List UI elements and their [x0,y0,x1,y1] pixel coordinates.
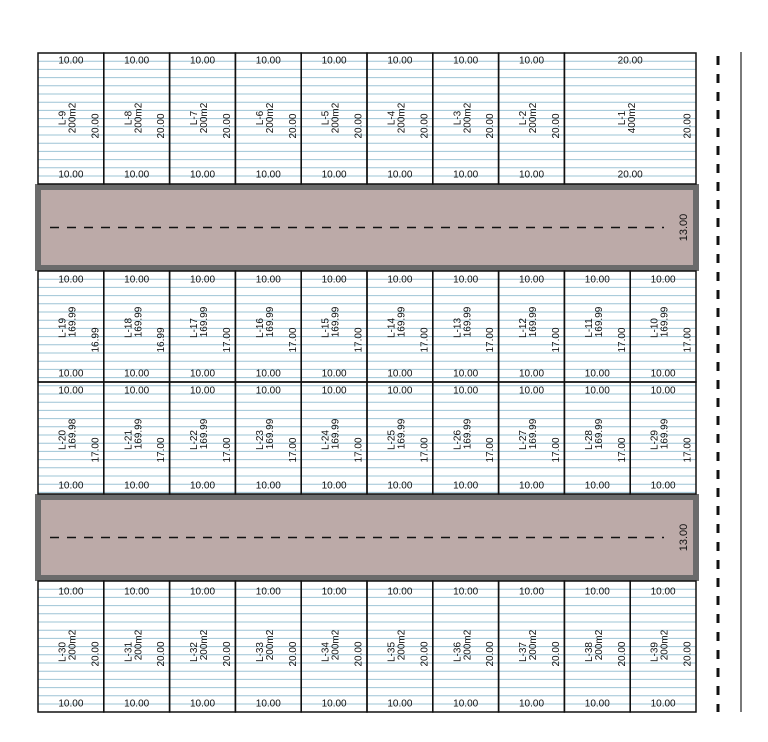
lot-depth: 20.00 [353,113,365,139]
lot-area: 400m2 [626,102,638,134]
frontage-label: 10.00 [189,385,216,397]
frontage-label: 10.00 [387,698,413,710]
lot-depth: 20.00 [353,641,365,667]
frontage-label: 10.00 [650,698,676,710]
lot-id: L-31 [123,641,135,663]
lot-depth: 17.00 [90,437,102,463]
frontage-label: 10.00 [255,368,281,380]
lot-depth: 20.00 [551,641,563,667]
frontage-label: 10.00 [255,169,281,181]
frontage-label: 10.00 [453,480,479,492]
frontage-label: 10.00 [255,480,281,492]
lot-depth: 20.00 [616,641,628,667]
lot-area: 200m2 [330,102,342,134]
lot-area: 200m2 [199,102,211,134]
lot-depth: 17.00 [353,327,365,353]
lot-id: L-12 [518,317,530,339]
frontage-label: 10.00 [650,480,676,492]
lot-id: L-2 [518,110,530,126]
lot-id: L-9 [57,110,69,126]
frontage-label: 10.00 [518,698,545,710]
frontage-label: 10.00 [58,274,84,286]
frontage-label: 10.00 [58,368,84,380]
lot-id: L-20 [57,429,69,451]
lot-area: 169.99 [462,418,474,450]
frontage-label: 10.00 [321,274,347,286]
lot-area: 169.99 [593,306,605,338]
lot-area: 169.99 [199,306,211,338]
frontage-label: 10.00 [124,274,150,286]
lot-depth: 20.00 [287,641,299,667]
lot-depth: 20.00 [485,113,497,139]
lot-id: L-16 [254,317,266,339]
lot-area: 169.98 [67,418,79,450]
lot-depth: 20.00 [419,641,431,667]
lot-area: 200m2 [528,102,540,134]
lot-depth: 20.00 [156,113,168,139]
lot-area: 169.99 [528,418,540,450]
lot-id: L-32 [189,641,201,663]
frontage-label: 10.00 [58,698,84,710]
frontage-label: 10.00 [58,480,84,492]
lot-depth: 17.00 [419,437,431,463]
frontage-label: 10.00 [189,480,216,492]
lot-id: L-6 [254,110,266,126]
lot-id: L-25 [386,429,398,451]
lot-id: L-18 [123,317,135,339]
frontage-label: 10.00 [387,368,413,380]
lot-depth: 17.00 [551,437,563,463]
frontage-label: 10.00 [518,385,545,397]
frontage-label: 10.00 [387,586,413,598]
frontage-label: 10.00 [58,385,84,397]
frontage-label: 10.00 [321,55,347,67]
lot-area: 200m2 [528,629,540,661]
lot-area: 169.99 [330,418,342,450]
lot-id: L-37 [518,641,530,663]
lot-area: 200m2 [264,102,276,134]
lot-depth: 17.00 [485,327,497,353]
lot-depth: 20.00 [90,113,102,139]
road-width-label: 13.00 [677,213,690,242]
lot-depth: 20.00 [682,641,694,667]
lot-depth: 17.00 [616,327,628,353]
frontage-label: 10.00 [58,586,84,598]
frontage-label: 20.00 [617,55,643,67]
frontage-label: 10.00 [518,368,545,380]
frontage-label: 10.00 [124,480,150,492]
frontage-label: 10.00 [255,586,281,598]
frontage-label: 10.00 [584,274,610,286]
lot-id: L-14 [386,317,398,339]
frontage-label: 10.00 [387,169,413,181]
frontage-label: 10.00 [321,368,347,380]
frontage-label: 10.00 [453,698,479,710]
frontage-label: 10.00 [453,385,479,397]
lot-id: L-35 [386,641,398,663]
frontage-label: 10.00 [189,368,216,380]
frontage-label: 10.00 [189,586,216,598]
frontage-label: 10.00 [518,480,545,492]
frontage-label: 10.00 [58,55,84,67]
boundary-layer [718,52,741,712]
lot-depth: 17.00 [682,437,694,463]
lot-depth: 20.00 [222,113,234,139]
lot-depth: 20.00 [419,113,431,139]
lot-area: 200m2 [199,629,211,661]
lot-id: L-13 [452,317,464,339]
frontage-label: 10.00 [124,385,150,397]
lot-area: 200m2 [396,102,408,134]
lot-area: 169.99 [462,306,474,338]
lot-id: L-1 [616,110,628,126]
lot-area: 169.99 [330,306,342,338]
lot-depth: 17.00 [682,327,694,353]
lot-depth: 16.99 [90,327,102,353]
lot-id: L-29 [649,429,661,451]
frontage-label: 10.00 [124,368,150,380]
lot-id: L-8 [123,110,135,126]
lot-depth: 17.00 [156,437,168,463]
lot-id: L-36 [452,641,464,663]
lot-id: L-28 [583,429,595,451]
lot-area: 200m2 [462,102,474,134]
lot-id: L-24 [320,429,332,451]
frontage-label: 10.00 [518,55,545,67]
frontage-label: 10.00 [518,169,545,181]
frontage-label: 10.00 [453,55,479,67]
lot-area: 200m2 [67,102,79,134]
frontage-label: 10.00 [650,586,676,598]
lot-area: 169.99 [199,418,211,450]
lot-area: 200m2 [330,629,342,661]
lot-area: 169.99 [659,306,671,338]
frontage-label: 10.00 [650,368,676,380]
lot-id: L-4 [386,110,398,126]
lot-depth: 20.00 [222,641,234,667]
frontage-label: 10.00 [453,586,479,598]
lot-depth: 20.00 [156,641,168,667]
lot-area: 169.99 [593,418,605,450]
lot-depth: 17.00 [551,327,563,353]
frontage-label: 10.00 [453,368,479,380]
lot-depth: 17.00 [485,437,497,463]
frontage-label: 10.00 [650,274,676,286]
lot-id: L-38 [583,641,595,663]
lot-id: L-27 [518,429,530,451]
frontage-label: 10.00 [584,385,610,397]
frontage-label: 10.00 [189,169,216,181]
lot-area: 169.99 [264,418,276,450]
lot-id: L-7 [189,110,201,126]
frontage-label: 10.00 [189,55,216,67]
lot-id: L-17 [189,317,201,339]
frontage-label: 10.00 [453,169,479,181]
lot-depth: 17.00 [419,327,431,353]
lot-area: 200m2 [133,629,145,661]
frontage-label: 10.00 [321,698,347,710]
lot-depth: 20.00 [287,113,299,139]
lot-id: L-33 [254,641,266,663]
frontage-label: 10.00 [255,698,281,710]
lot-id: L-10 [649,317,661,339]
frontage-label: 20.00 [617,169,643,181]
lot-depth: 17.00 [287,437,299,463]
frontage-label: 10.00 [584,480,610,492]
frontage-label: 10.00 [584,368,610,380]
frontage-label: 10.00 [189,698,216,710]
frontage-label: 10.00 [650,385,676,397]
lot-area: 169.99 [396,306,408,338]
lot-area: 200m2 [593,629,605,661]
frontage-label: 10.00 [124,698,150,710]
road-width-label: 13.00 [677,523,690,552]
lot-area: 169.99 [133,418,145,450]
lot-depth: 17.00 [222,327,234,353]
frontage-label: 10.00 [255,274,281,286]
lot-area: 169.99 [528,306,540,338]
frontage-label: 10.00 [321,586,347,598]
lot-area: 169.99 [133,306,145,338]
frontage-label: 10.00 [387,55,413,67]
lot-id: L-34 [320,641,332,663]
lot-id: L-26 [452,429,464,451]
lot-id: L-30 [57,641,69,663]
frontage-label: 10.00 [255,55,281,67]
lot-depth: 17.00 [287,327,299,353]
lot-depth: 16.99 [156,327,168,353]
lot-id: L-5 [320,110,332,126]
frontage-label: 10.00 [387,480,413,492]
lot-id: L-23 [254,429,266,451]
lot-area: 200m2 [67,629,79,661]
lot-area: 169.99 [264,306,276,338]
lot-id: L-22 [189,429,201,451]
frontage-label: 10.00 [518,586,545,598]
lot-area: 169.99 [67,306,79,338]
lot-depth: 20.00 [485,641,497,667]
lot-depth: 20.00 [551,113,563,139]
lot-id: L-19 [57,317,69,339]
frontage-label: 10.00 [518,274,545,286]
frontage-label: 10.00 [255,385,281,397]
lot-depth: 20.00 [682,113,694,139]
lot-area: 200m2 [133,102,145,134]
frontage-label: 10.00 [321,480,347,492]
frontage-label: 10.00 [124,55,150,67]
frontage-label: 10.00 [584,698,610,710]
lot-id: L-3 [452,110,464,126]
lot-depth: 17.00 [222,437,234,463]
lot-area: 200m2 [462,629,474,661]
frontage-label: 10.00 [189,274,216,286]
frontage-label: 10.00 [321,385,347,397]
lot-area: 169.99 [396,418,408,450]
lot-depth: 17.00 [616,437,628,463]
lot-area: 169.99 [659,418,671,450]
frontage-label: 10.00 [387,274,413,286]
frontage-label: 10.00 [387,385,413,397]
lot-depth: 20.00 [90,641,102,667]
lot-depth: 17.00 [353,437,365,463]
lot-id: L-39 [649,641,661,663]
lot-id: L-11 [583,318,595,338]
lot-area: 200m2 [659,629,671,661]
lot-area: 200m2 [264,629,276,661]
lot-id: L-21 [123,429,135,451]
frontage-label: 10.00 [124,169,150,181]
frontage-label: 10.00 [584,586,610,598]
frontage-label: 10.00 [321,169,347,181]
frontage-label: 10.00 [453,274,479,286]
lot-area: 200m2 [396,629,408,661]
frontage-label: 10.00 [124,586,150,598]
frontage-label: 10.00 [58,169,84,181]
lot-id: L-15 [320,317,332,339]
